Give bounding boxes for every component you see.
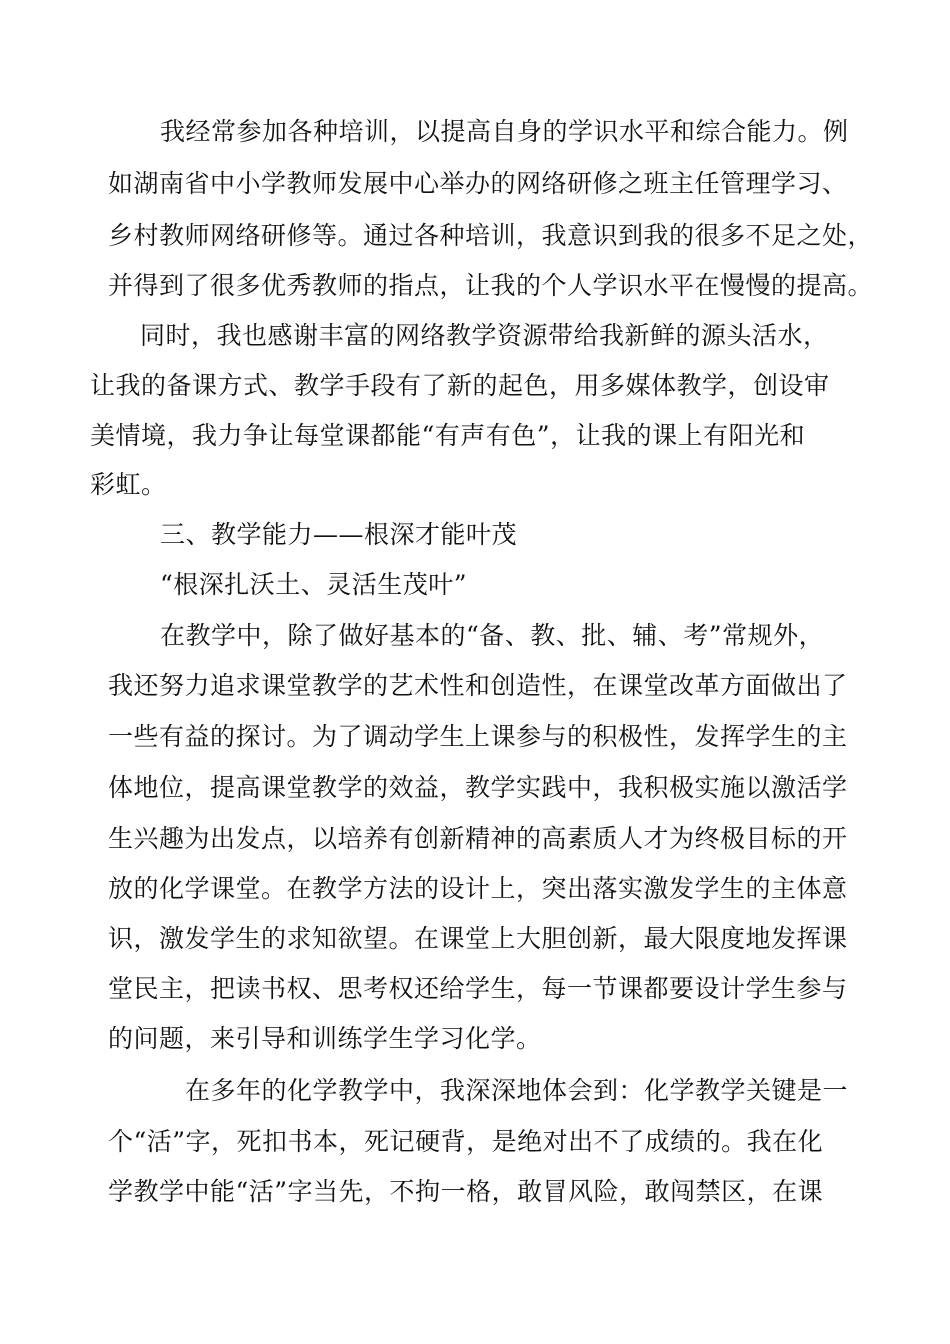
text-line: 堂民主，把读书权、思考权还给学生，每一节课都要设计学生参与 <box>108 974 848 1003</box>
text-line: 体地位，提高课堂教学的效益，教学实践中，我积极实施以激活学 <box>108 773 848 802</box>
text-line: 让我的备课方式、教学手段有了新的起色，用多媒体教学，创设审 <box>90 371 830 400</box>
text-line: 个“活”字，死扣书本，死记硬背，是绝对出不了成绩的。我在化 <box>108 1127 824 1156</box>
text-line: 我经常参加各种培训，以提高自身的学识水平和综合能力。例 <box>160 117 849 146</box>
text-line: 彩虹。 <box>90 470 167 499</box>
text-line: 放的化学课堂。在教学方法的设计上，突出落实激发学生的主体意 <box>108 874 848 903</box>
text-line: 识，激发学生的求知欲望。在课堂上大胆创新，最大限度地发挥课 <box>108 924 848 953</box>
text-line: 美情境，我力争让每堂课都能“有声有色”，让我的课上有阳光和 <box>90 421 806 450</box>
text-line: 学教学中能“活”字当先，不拘一格，敢冒风险，敢闯禁区，在课 <box>108 1177 824 1206</box>
text-line: 同时，我也感谢丰富的网络教学资源带给我新鲜的源头活水， <box>140 321 829 350</box>
text-line: 我还努力追求课堂教学的艺术性和创造性，在课堂改革方面做出了 <box>108 671 848 700</box>
text-line: 并得到了很多优秀教师的指点，让我的个人学识水平在慢慢的提高。 <box>108 271 874 300</box>
text-line: 在教学中，除了做好基本的“备、教、批、辅、考”常规外， <box>160 621 825 650</box>
text-line: 一些有益的探讨。为了调动学生上课参与的积极性，发挥学生的主 <box>108 722 848 751</box>
section-heading: 三、教学能力——根深才能叶茂 <box>160 520 518 549</box>
section-quote: “根深扎沃土、灵活生茂叶” <box>160 570 468 599</box>
text-line: 乡村教师网络研修等。通过各种培训，我意识到我的很多不足之处， <box>108 221 874 250</box>
text-line: 如湖南省中小学教师发展中心举办的网络研修之班主任管理学习、 <box>108 169 848 198</box>
text-line: 的问题，来引导和训练学生学习化学。 <box>108 1024 542 1053</box>
text-line: 生兴趣为出发点，以培养有创新精神的高素质人才为终极目标的开 <box>108 824 848 853</box>
text-line: 在多年的化学教学中，我深深地体会到：化学教学关键是一 <box>185 1076 849 1105</box>
